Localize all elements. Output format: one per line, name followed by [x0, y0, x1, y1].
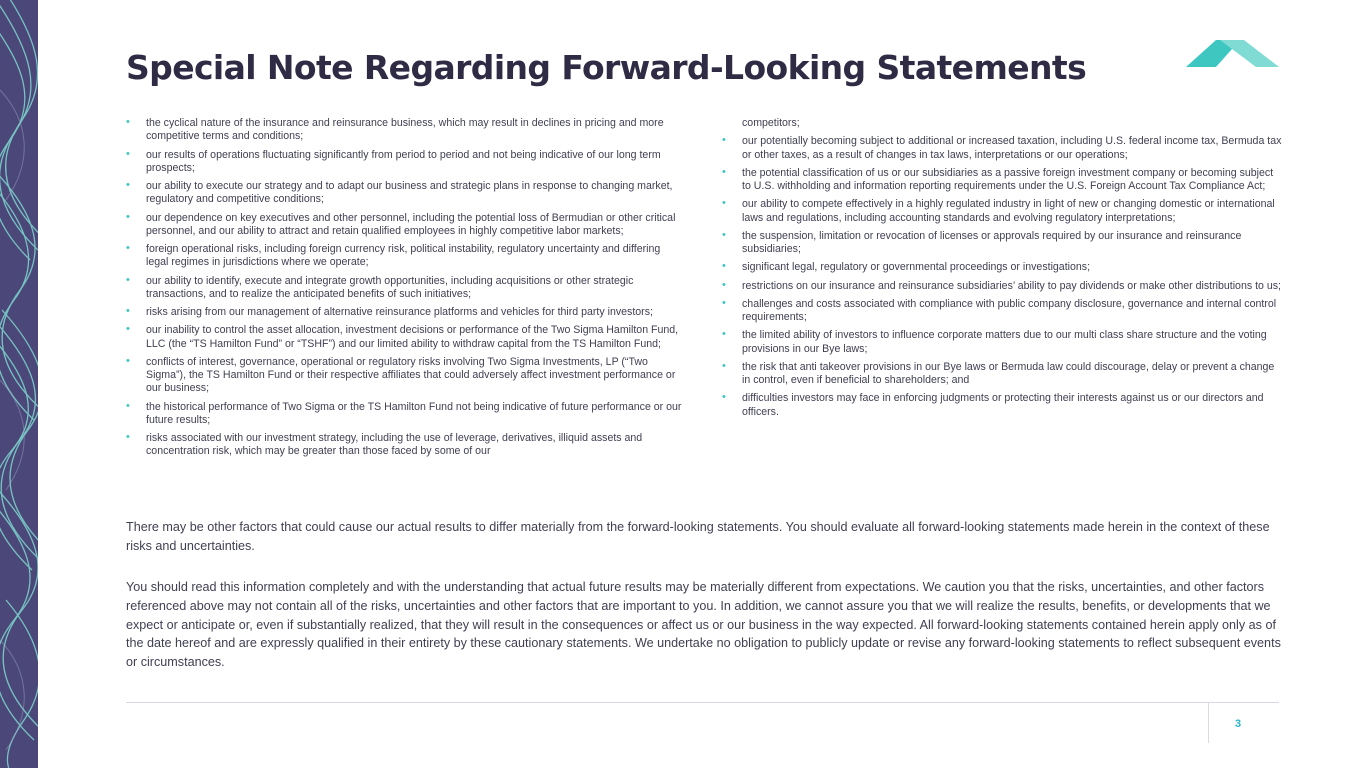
bullet-icon: •	[722, 278, 726, 291]
bullet-icon: •	[722, 391, 726, 404]
bullet-icon: •	[126, 147, 130, 160]
risk-item-text: our ability to identify, execute and integrate growth opportunities, including acquisitions or other strategic transactions, and to realize the anticipated benefits of such initiatives;	[146, 274, 634, 300]
bullet-icon: •	[126, 323, 130, 336]
risk-item-text: conflicts of interest, governance, operational or regulatory risks involving Two Sigma Investments, LP (“Two Sigma”), the TS Hamilton Fund or their respective affiliates that could adversely affect investment performance or our business;	[146, 355, 676, 395]
risk-item-text: difficulties investors may face in enforcing judgments or protecting their interests against us or our directors and officers.	[742, 392, 1264, 418]
list-item	[126, 306, 682, 319]
risk-item-text: our inability to control the asset allocation, investment decisions or performance of the Two Sigma Hamilton Fund, LLC (the “TS Hamilton Fund” or “TSHF”) and our limited ability to withdraw capital from the TS Hamilton Fund;	[146, 324, 679, 350]
risk-item-text: our ability to compete effectively in a highly regulated industry in light of new or changing domestic or international laws and regulations, including accounting standards and evolving regulatory interpretations;	[742, 198, 1275, 224]
list-item	[722, 198, 1282, 224]
list-item	[722, 280, 1282, 293]
list-item	[126, 324, 682, 350]
bullet-icon: •	[126, 305, 130, 317]
side-decoration	[0, 0, 38, 768]
footer-divider-line	[126, 702, 1279, 703]
bullet-icon: •	[126, 210, 130, 223]
list-item	[722, 230, 1282, 256]
list-item	[722, 329, 1282, 355]
risk-item-text: competitors;	[742, 117, 800, 129]
bullet-icon: •	[126, 273, 130, 286]
page-title: Special Note Regarding Forward-Looking Statements	[126, 48, 1087, 87]
other-factors-paragraph: There may be other factors that could cause our actual results to differ materially from the forward-looking statements. You should evaluate all forward-looking statements made herein in the context of these risks and uncertainties.	[126, 520, 1270, 553]
risk-item-text: the historical performance of Two Sigma or the TS Hamilton Fund not being indicative of future performance or our future results;	[146, 400, 682, 426]
bullet-icon: •	[722, 296, 726, 309]
bullet-icon: •	[126, 242, 130, 254]
list-item	[722, 392, 1282, 418]
list-item	[722, 261, 1282, 274]
bullet-icon: •	[126, 431, 130, 443]
risk-item-text: the potential classification of us or our subsidiaries as a passive foreign investment company or becoming subject to U.S. withholding and information reporting requirements under the U.S. Foreign Account Tax Compliance Act;	[742, 166, 1274, 192]
list-item	[722, 167, 1282, 193]
list-item	[722, 361, 1282, 387]
bullet-icon: •	[722, 197, 726, 210]
bullet-icon: •	[722, 165, 726, 178]
list-item	[126, 401, 682, 427]
list-item	[126, 432, 682, 458]
risk-list-right	[722, 117, 1282, 424]
risk-item-text: the limited ability of investors to influence corporate matters due to our multi class share structure and the voting provisions in our Bye laws;	[742, 329, 1267, 355]
list-item	[722, 135, 1282, 161]
risk-item-text: our results of operations fluctuating significantly from period to period and not being indicative of our long term prospects;	[146, 148, 661, 174]
bullet-icon: •	[126, 179, 130, 191]
risk-item-text: foreign operational risks, including foreign currency risk, political instability, regulatory uncertainty and differing legal regimes in jurisdictions where we operate;	[146, 243, 661, 269]
list-item	[126, 212, 682, 238]
risk-item-text: challenges and costs associated with compliance with public company disclosure, governance and internal control requirements;	[742, 297, 1277, 324]
list-item	[126, 117, 682, 143]
list-item	[126, 180, 682, 206]
page-number: 3	[1234, 718, 1242, 730]
list-item	[126, 243, 682, 269]
bullet-icon: •	[126, 399, 130, 412]
risk-item-text: our ability to execute our strategy and to adapt our business and strategic plans in response to changing market, regulatory and competitive conditions;	[146, 180, 673, 206]
risk-item-text: our dependence on key executives and other personnel, including the potential loss of Bermudian or other critical personnel, and our ability to attract and retain qualified employees in highly competitive labor markets;	[146, 211, 676, 237]
risk-item-text: significant legal, regulatory or governmental proceedings or investigations;	[742, 261, 1091, 274]
list-item	[126, 356, 682, 396]
list-item	[126, 149, 682, 175]
bullet-icon: •	[722, 134, 726, 147]
risk-item-text: risks associated with our investment strategy, including the use of leverage, derivatives, illiquid assets and concentration risk, which may be greater than those faced by some of our	[146, 432, 643, 458]
risk-item-text: the suspension, limitation or revocation of licenses or approvals required by our insurance and reinsurance subsidiaries;	[742, 229, 1242, 255]
bullet-icon: •	[722, 328, 726, 341]
risk-item-text: risks arising from our management of alternative reinsurance platforms and vehicles for third party investors;	[146, 306, 653, 318]
list-item	[126, 275, 682, 301]
caution-paragraph: You should read this information completely and with the understanding that actual future results may be materially different from expectations. We caution you that the risks, uncertainties, and other factors referenced above may not contain all of the risks, uncertainties and other factors that are important to you. In addition, we cannot assure you that we will realize the results, benefits, or developments that we expect or anticipate or, even if substantially realized, that they will result in the consequences or affect us or our business in the way expected. All forward-looking statements contained herein apply only as of the date hereof and are expressly qualified in their entirety by these cautionary statements. We undertake no obligation to publicly update or revise any forward-looking statements to reflect subsequent events or circumstances.	[126, 580, 1281, 670]
risk-item-text: the cyclical nature of the insurance and reinsurance business, which may result in declines in pricing and more competitive terms and conditions;	[146, 117, 664, 143]
company-logo-icon	[1186, 40, 1280, 68]
list-item-continuation	[722, 117, 1282, 130]
risk-item-text: restrictions on our insurance and reinsurance subsidiaries’ ability to pay dividends or make other distributions to us;	[742, 279, 1281, 292]
bullet-icon: •	[126, 354, 130, 367]
wave-pattern-icon	[0, 0, 38, 768]
bullet-icon: •	[722, 260, 726, 273]
risk-item-text: our potentially becoming subject to additional or increased taxation, including U.S. federal income tax, Bermuda tax or other taxes, as a result of changes in tax laws, interpretations or our operations;	[742, 135, 1282, 161]
bullet-icon: •	[126, 116, 130, 128]
list-item	[722, 298, 1282, 324]
risk-item-text: the risk that anti takeover provisions in our Bye laws or Bermuda law could discourage, delay or prevent a change in control, even if beneficial to shareholders; and	[742, 360, 1275, 387]
bullet-icon: •	[722, 228, 726, 241]
risk-list-left	[126, 117, 682, 464]
bullet-icon: •	[722, 359, 726, 372]
footer-vertical-divider	[1208, 703, 1209, 743]
